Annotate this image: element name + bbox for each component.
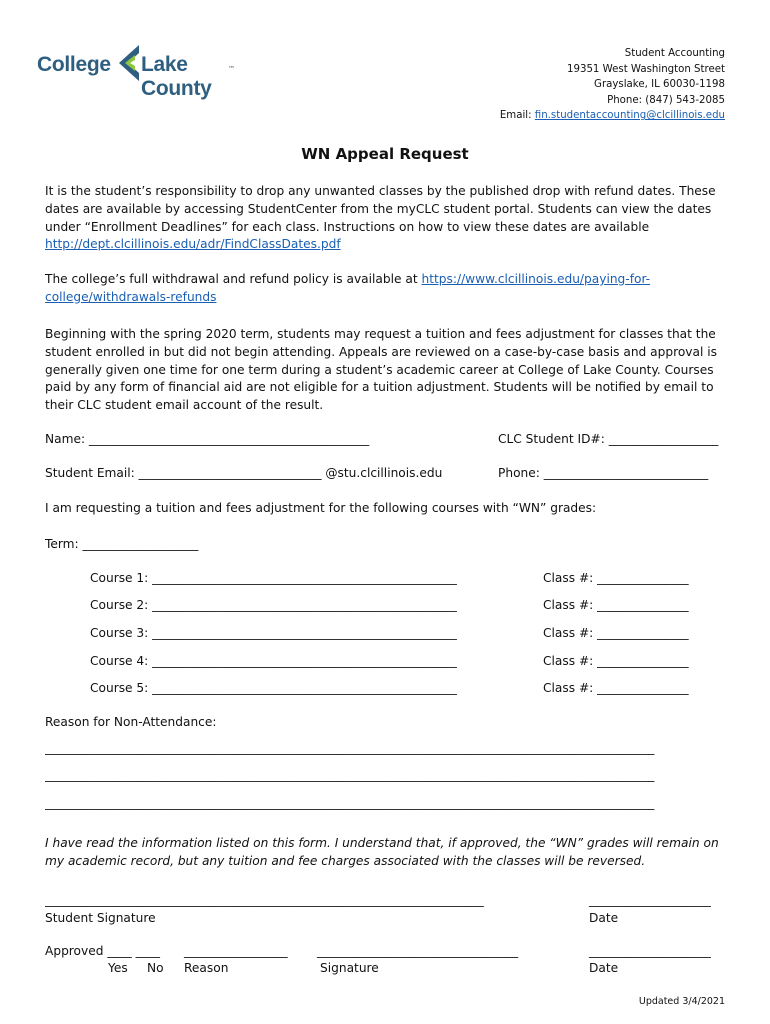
eligibility-paragraph: Beginning with the spring 2020 term, students may request a tuition and fees adjustment for classes that the student enrolled in but did not begin attending. Appeals are reviewed on a case-by-case basis and approval is generally given one time for one term during a student’s academic career at College of Lake County. Courses paid by any form of financial aid are not eligible for a tuition adjustment. Students will be notified by email to their CLC student email account of the result. — [45, 327, 717, 413]
approval-signature-line[interactable]: _________________________________ — [317, 944, 519, 958]
signature-date-line[interactable]: ____________________ — [589, 893, 711, 907]
updated-date: Updated 3/4/2021 — [638, 996, 725, 1007]
approval-date-label: Date — [589, 961, 619, 975]
logo-chevron-icon — [113, 43, 143, 83]
approval-date-line[interactable]: ____________________ — [589, 944, 711, 958]
contact-street: 19351 West Washington Street — [567, 63, 725, 75]
intro-paragraph — [45, 183, 731, 254]
contact-email-link[interactable]: fin.studentaccounting@clcillinois.edu — [534, 110, 725, 122]
course-2-field[interactable]: Course 2: __________________________________________________ — [90, 598, 457, 612]
policy-paragraph — [45, 271, 731, 307]
request-statement: I am requesting a tuition and fees adjustment for the following courses with “WN” grades: — [45, 501, 597, 515]
course-5-field[interactable]: Course 5: __________________________________________________ — [90, 681, 457, 695]
refund-policy-link[interactable]: https://www.clcillinois.edu/paying-for-college/withdrawals-refunds — [45, 272, 651, 304]
reason-line-1[interactable]: ____________________________________________________________________________________________________ — [45, 741, 655, 755]
logo-trademark: ™ — [228, 65, 235, 73]
student-signature-label: Student Signature — [45, 911, 156, 925]
student-email-field[interactable]: Student Email: ______________________________ @stu.clcillinois.edu — [45, 466, 443, 480]
contact-block — [500, 46, 725, 124]
student-id-field[interactable]: CLC Student ID#: __________________ — [498, 432, 719, 446]
college-logo — [37, 40, 237, 100]
contact-city: Grayslake, IL 60030-1198 — [594, 79, 725, 91]
approval-reason-label: Reason — [184, 961, 229, 975]
contact-email-label: Email: — [499, 110, 535, 122]
class-4-field[interactable]: Class #: _______________ — [543, 654, 689, 668]
logo-word-left: College — [37, 53, 111, 76]
term-field[interactable]: Term: ___________________ — [45, 537, 199, 551]
class-2-field[interactable]: Class #: _______________ — [543, 598, 689, 612]
reason-line-2[interactable]: ____________________________________________________________________________________________________ — [45, 768, 655, 782]
class-5-field[interactable]: Class #: _______________ — [543, 681, 689, 695]
phone-field[interactable]: Phone: ___________________________ — [498, 466, 709, 480]
approval-signature-label: Signature — [320, 961, 379, 975]
approval-reason-line[interactable]: _________________ — [184, 944, 288, 958]
intro-text: It is the student’s responsibility to drop any unwanted classes by the published drop with refund dates. These dates are available by accessing StudentCenter from the myCLC student portal. Students can view the dates under “Enrollment Deadlines” for each class. Instructions on how to view these dates are available — [45, 184, 716, 234]
name-field[interactable]: Name: ______________________________________________ — [45, 432, 370, 446]
approved-field[interactable]: Approved ____ ____ — [45, 944, 160, 958]
signature-date-label: Date — [589, 911, 619, 925]
approval-yes-label: Yes — [108, 961, 128, 975]
course-1-field[interactable]: Course 1: __________________________________________________ — [90, 571, 457, 585]
approval-no-label: No — [147, 961, 164, 975]
class-1-field[interactable]: Class #: _______________ — [543, 571, 689, 585]
class-3-field[interactable]: Class #: _______________ — [543, 626, 689, 640]
reason-label: Reason for Non-Attendance: — [45, 715, 217, 729]
reason-line-3[interactable]: ____________________________________________________________________________________________________ — [45, 796, 655, 810]
course-4-field[interactable]: Course 4: __________________________________________________ — [90, 654, 457, 668]
acknowledgement-text: I have read the information listed on this form. I understand that, if approved, the “WN” grades will remain on my academic record, but any tuition and fee charges associated with the classes will be reversed. — [45, 836, 719, 868]
contact-office: Student Accounting — [624, 48, 725, 59]
student-signature-line[interactable]: ________________________________________________________________________ — [45, 893, 484, 907]
class-dates-link[interactable]: http://dept.clcillinois.edu/adr/FindClassDates.pdf — [45, 237, 341, 252]
page-title: WN Appeal Request — [301, 145, 469, 163]
policy-text: The college’s full withdrawal and refund policy is available at — [45, 272, 422, 286]
contact-email-row — [500, 108, 725, 124]
course-3-field[interactable]: Course 3: __________________________________________________ — [90, 626, 457, 640]
contact-phone: Phone: (847) 543-2085 — [607, 94, 725, 106]
logo-word-right: Lake County — [141, 53, 212, 100]
